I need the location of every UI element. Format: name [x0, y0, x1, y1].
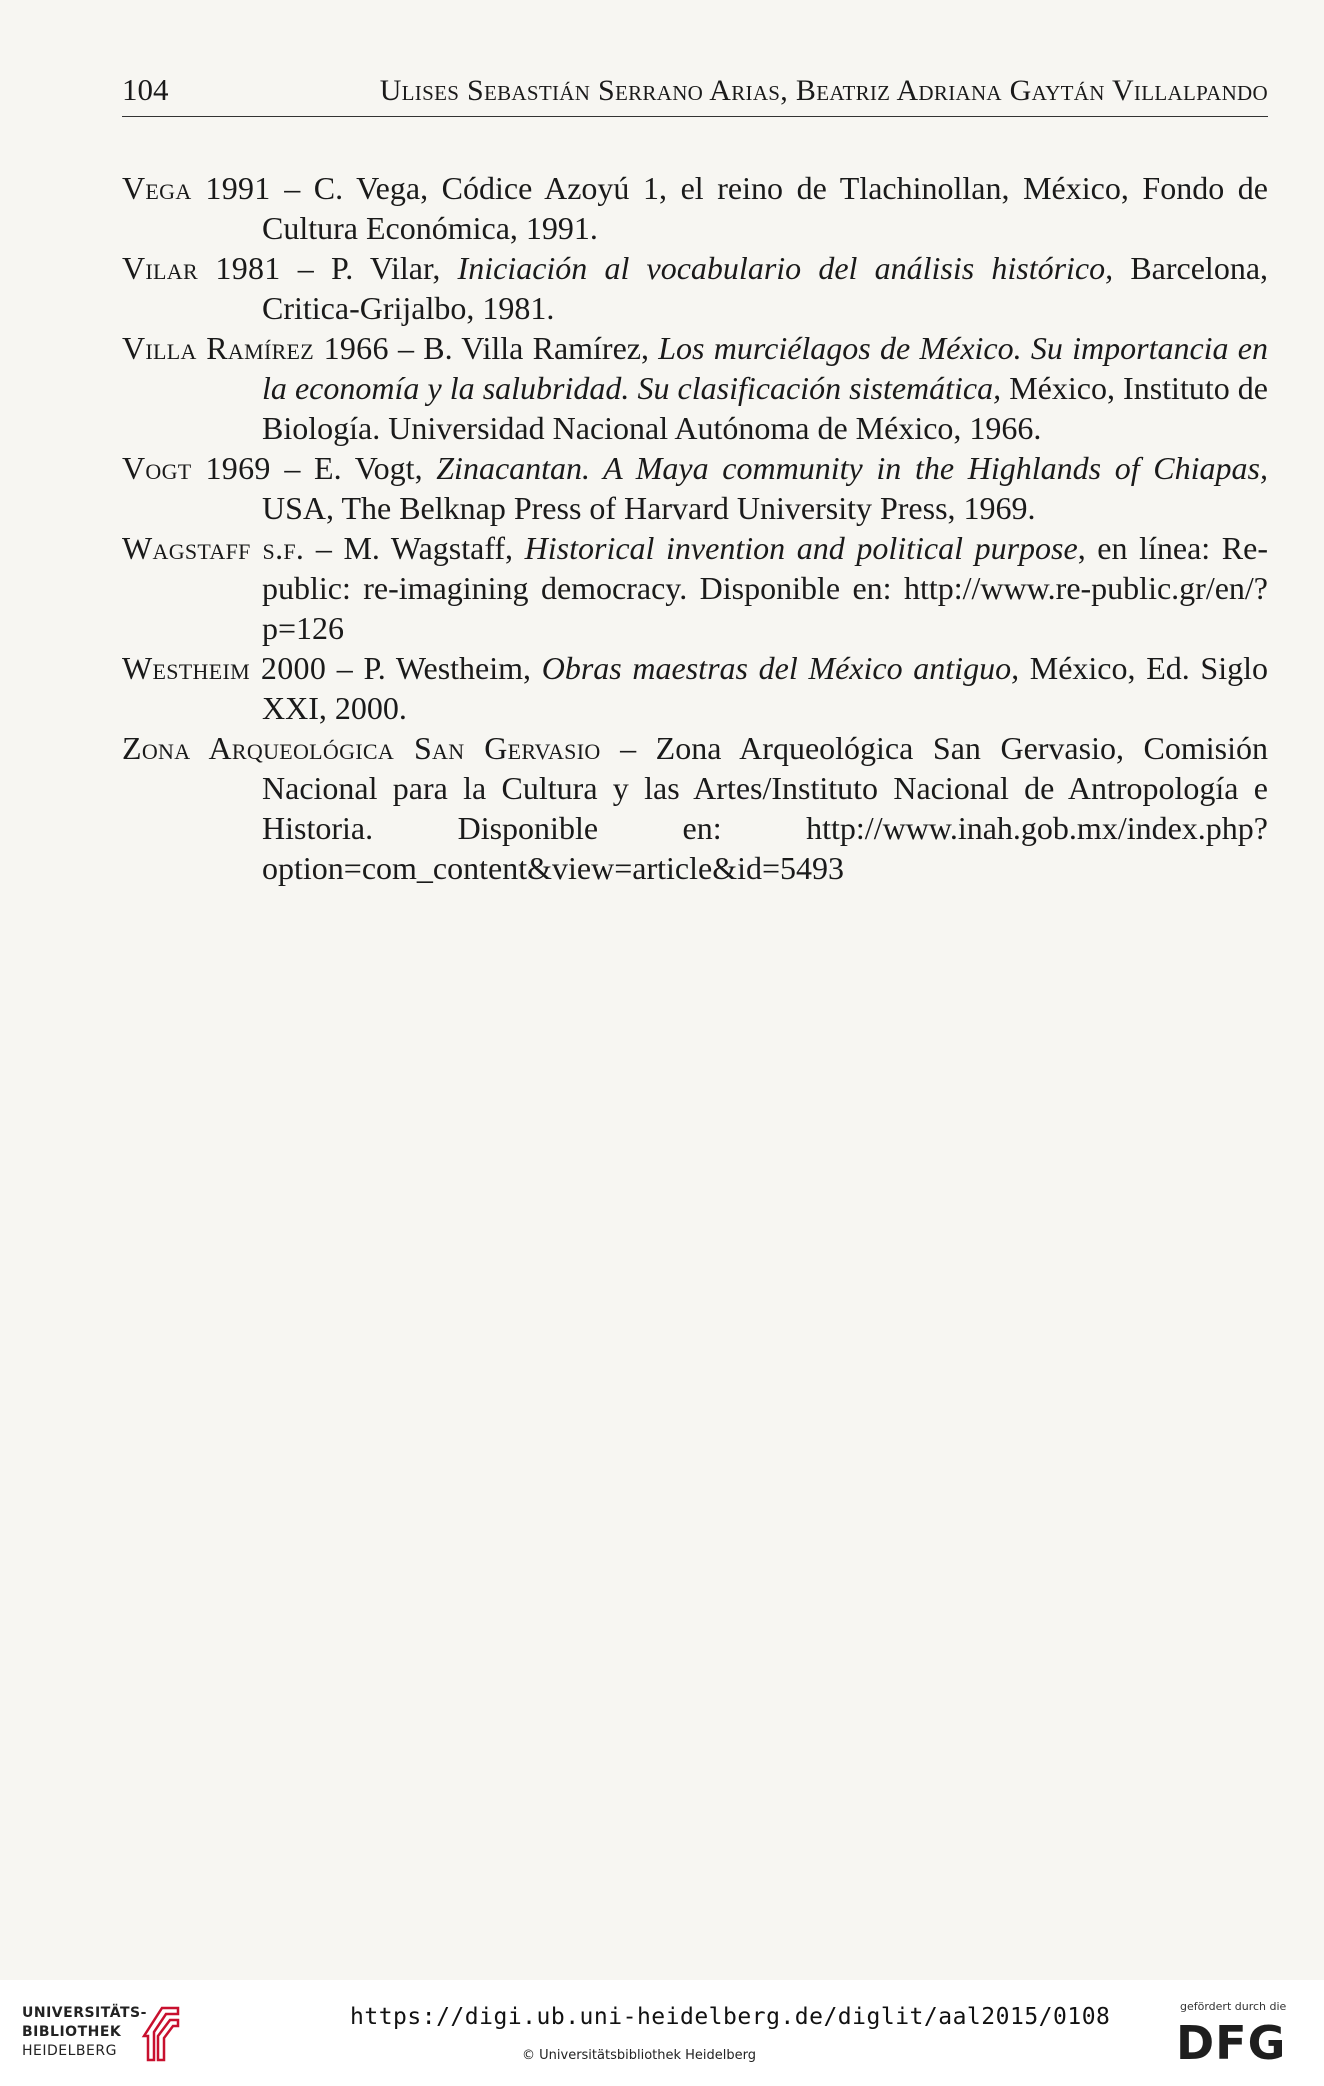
- bib-entry: [122, 648, 1268, 728]
- bib-text: – E. Vogt,: [270, 450, 437, 486]
- running-head: Ulises Sebastián Serrano Arias, Beatriz Adriana Gaytán Villalpando: [379, 74, 1268, 107]
- bib-text: – P. Vilar,: [280, 250, 458, 286]
- bib-text: Barcelona, Critica-Grijalbo, 1981.: [262, 250, 1269, 326]
- bib-title: Iniciación al vocabulario del análisis histórico,: [457, 250, 1114, 286]
- digitization-footer: [0, 1980, 1324, 2086]
- bib-text: México, Instituto de Biología. Universidad Nacional Autónoma de México, 1966.: [262, 370, 1269, 446]
- bib-text: – C. Vega, Códice Azoyú 1, el reino de Tlachinollan, México, Fondo de Cultura Económica, 1991.: [262, 170, 1268, 246]
- bib-title: Zinacantan. A Maya community in the Highlands of Chiapas,: [436, 450, 1268, 486]
- library-emblem-icon: [140, 2002, 182, 2064]
- bib-key: Vega 1991: [122, 170, 271, 206]
- bib-text: – Zona Arqueológica San Gervasio, Comisión Nacional para la Cultura y las Artes/Instituto Nacional de Antropología e Historia. Disponible en: http://www.inah.gob.mx/index.php?option=com_content&view=article&id=5493: [262, 730, 1268, 886]
- bib-key: Vogt 1969: [122, 450, 271, 486]
- page-header: [122, 72, 1268, 117]
- bib-entry: [122, 448, 1268, 528]
- bib-key: Villa Ramírez 1966: [122, 330, 389, 366]
- library-name-line: BIBLIOTHEK: [22, 2024, 122, 2040]
- page-number: 104: [122, 72, 169, 107]
- library-name-line: UNIVERSITÄTS-: [22, 2005, 147, 2021]
- bibliography-list: [122, 168, 1268, 888]
- bib-key: Zona Arqueológica San Gervasio: [122, 730, 601, 766]
- bib-key: Wagstaff s.f.: [122, 530, 305, 566]
- funding-note: gefördert durch die: [1180, 2000, 1287, 2013]
- bib-text: – B. Villa Ramírez,: [388, 330, 659, 366]
- bib-text: USA, The Belknap Press of Harvard University Press, 1969.: [262, 490, 1036, 526]
- bib-title: Historical invention and political purpose: [524, 530, 1078, 566]
- copyright-notice: © Universitätsbibliothek Heidelberg: [522, 2048, 757, 2063]
- bib-entry: [122, 248, 1268, 328]
- bib-entry: [122, 528, 1268, 648]
- bib-entry: [122, 168, 1268, 248]
- bib-text: , en línea: Re-public: re-imagining democracy. Disponible en: http://www.re-public.gr/en/?p=126: [262, 530, 1269, 646]
- permalink-link[interactable]: https://digi.ub.uni-heidelberg.de/diglit/aal2015/0108: [350, 2004, 1111, 2030]
- bib-text: – M. Wagstaff,: [304, 530, 525, 566]
- dfg-logo[interactable]: DFG: [1176, 2016, 1287, 2070]
- bib-title: Los murciélagos de México. Su importancia en la economía y la salubridad. Su clasificación sistemática,: [262, 330, 1269, 406]
- bib-entry: [122, 328, 1268, 448]
- bib-text: México, Ed. Siglo XXI, 2000.: [262, 650, 1269, 726]
- library-name: [22, 2004, 147, 2061]
- library-name-line: HEIDELBERG: [22, 2043, 117, 2059]
- bib-key: Westheim 2000: [122, 650, 327, 686]
- bib-entry: [122, 728, 1268, 888]
- bib-key: Vilar 1981: [122, 250, 281, 286]
- bib-text: – P. Westheim,: [326, 650, 542, 686]
- bib-title: Obras maestras del México antiguo,: [541, 650, 1020, 686]
- library-logo[interactable]: [22, 2000, 182, 2070]
